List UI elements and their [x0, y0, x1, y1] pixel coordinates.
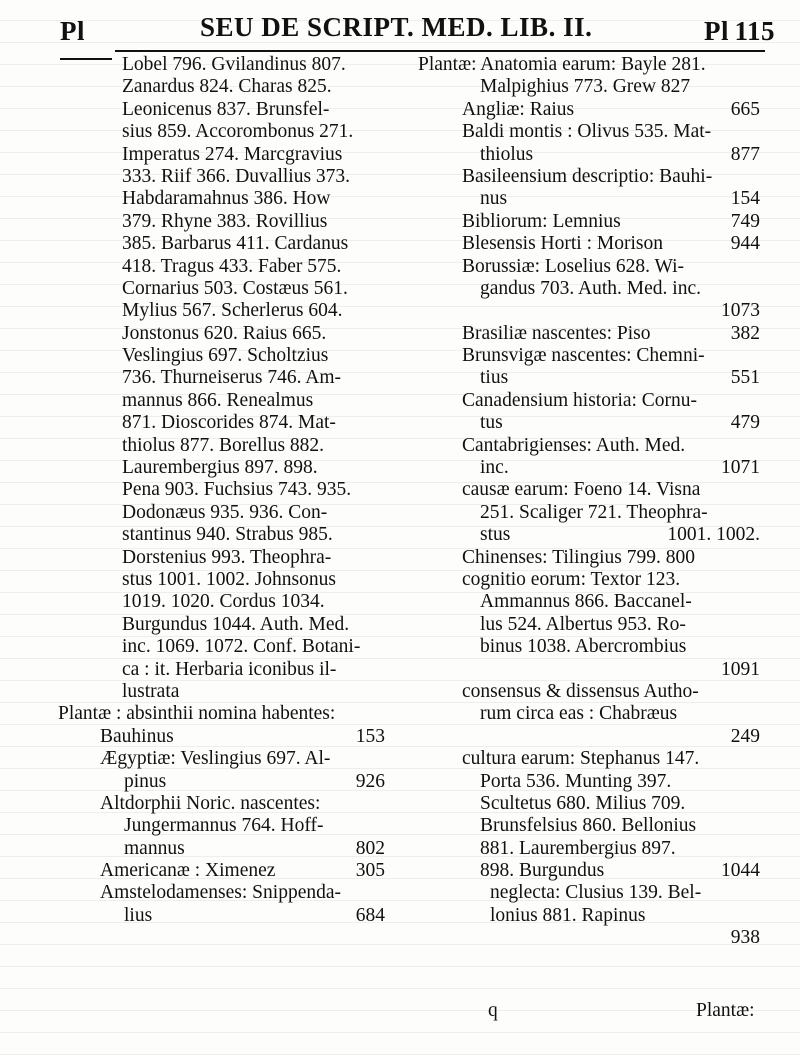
right-column-line-text: 881. Laurembergius 897.	[480, 837, 676, 859]
left-column-line-text: stus 1001. 1002. Johnsonus	[122, 568, 336, 590]
right-column-line-text: Plantæ: Anatomia earum: Bayle 281.	[418, 54, 706, 75]
right-column-line-text: Scultetus 680. Milius 709.	[480, 792, 686, 814]
right-column-line-text: tius	[480, 367, 509, 389]
right-column-line	[418, 390, 768, 412]
right-column-line-text: lus 524. Albertus 953. Ro-	[480, 613, 686, 635]
left-column-line-text: Dodonæus 935. 936. Con-	[122, 501, 328, 523]
right-column-line	[418, 457, 768, 479]
left-column-line-text: 379. Rhyne 383. Rovillius	[122, 210, 328, 232]
left-column-line-text: Jonstonus 620. Raius 665.	[122, 322, 327, 344]
left-column-line-text: 418. Tragus 433. Faber 575.	[122, 255, 342, 277]
left-column-line	[58, 323, 393, 345]
right-column-line-text: tus	[480, 412, 503, 434]
left-column-page-ref: 684	[355, 904, 385, 926]
right-column-line-text: rum circa eas : Chabræus	[480, 703, 678, 725]
left-column-line-text: 385. Barbarus 411. Cardanus	[122, 233, 349, 255]
right-column-line	[418, 144, 768, 166]
right-column-line	[418, 188, 768, 210]
right-column-page-ref: 382	[730, 322, 760, 344]
right-column-line-text: consensus & dissensus Autho-	[462, 680, 699, 702]
right-column-line	[418, 345, 768, 367]
left-column-line-text: stantinus 940. Strabus 985.	[122, 524, 333, 546]
left-column-line-text: Lobel 796. Gvilandinus 807.	[122, 54, 346, 75]
right-column	[418, 54, 768, 950]
left-column-line-text: Habdaramahnus 386. How	[122, 188, 331, 210]
right-column-line-text: Canadensium historia: Cornu-	[462, 389, 698, 411]
right-column-line-text: 898. Burgundus	[480, 860, 605, 882]
right-column-line-text: cultura earum: Stephanus 147.	[462, 748, 700, 770]
left-column-line	[58, 144, 393, 166]
left-column-line-text: Ægyptiæ: Veslingius 697. Al-	[100, 748, 331, 770]
right-column-line	[418, 860, 768, 882]
left-column-line-text: Dorstenius 993. Theophra-	[122, 546, 332, 568]
left-column-line-text: mannus 866. Renealmus	[122, 389, 314, 411]
left-column-page-ref: 153	[355, 725, 385, 747]
right-column-line	[418, 76, 768, 98]
right-column-line	[418, 905, 768, 927]
left-column-line-text: Altdorphii Noric. nascentes:	[100, 792, 321, 814]
right-column-line	[418, 278, 768, 300]
left-column-line	[58, 256, 393, 278]
left-column-line-text: Pena 903. Fuchsius 743. 935.	[122, 479, 352, 501]
left-column-line	[58, 659, 393, 681]
left-column-line	[58, 300, 393, 322]
right-column-line	[418, 591, 768, 613]
left-column-line-text: Zanardus 824. Charas 825.	[122, 76, 332, 98]
left-column-line-text: Americanæ : Ximenez	[100, 860, 276, 882]
right-column-page-ref: 1044	[721, 860, 760, 882]
left-column-line	[58, 591, 393, 613]
right-column-line	[418, 54, 768, 76]
left-column-line	[58, 457, 393, 479]
left-column-line	[58, 882, 393, 904]
header-title: SEU DE SCRIPT. MED. LIB. II.	[200, 12, 593, 42]
right-column-line-text: stus	[480, 524, 511, 546]
left-column-line-text: mannus	[124, 837, 185, 859]
left-column-line	[58, 614, 393, 636]
left-column-line	[58, 345, 393, 367]
right-column-line-text: Brasiliæ nascentes: Piso	[462, 322, 651, 344]
right-column-line	[418, 300, 768, 322]
left-column-line-text: Plantæ : absinthii nomina habentes:	[58, 703, 336, 725]
left-column-line	[58, 390, 393, 412]
right-column-line	[418, 659, 768, 681]
left-column-line	[58, 412, 393, 434]
left-column-page-ref: 926	[355, 770, 385, 792]
left-column-line	[58, 76, 393, 98]
right-column-line-text: Brunsfelsius 860. Bellonius	[480, 815, 697, 837]
right-column-line-text: lonius 881. Rapinus	[490, 904, 646, 926]
right-column-line	[418, 121, 768, 143]
left-column-line-text: 333. Riif 366. Duvallius 373.	[122, 165, 351, 187]
left-column-line	[58, 793, 393, 815]
right-column-line-text: binus 1038. Abercrombius	[480, 636, 687, 658]
right-column-line	[418, 726, 768, 748]
left-column-line	[58, 569, 393, 591]
right-column-page-ref: 479	[730, 412, 760, 434]
right-column-line	[418, 435, 768, 457]
left-column-line	[58, 547, 393, 569]
left-column	[58, 54, 393, 927]
right-column-page-ref: 938	[730, 927, 760, 949]
right-column-line	[418, 367, 768, 389]
left-column-line	[58, 121, 393, 143]
right-column-line-text: 251. Scaliger 721. Theophra-	[480, 501, 708, 523]
right-column-line	[418, 636, 768, 658]
left-column-line-text: Veslingius 697. Scholtzius	[122, 345, 329, 367]
right-column-line	[418, 771, 768, 793]
left-column-line-text: 871. Dioscorides 874. Mat-	[122, 412, 336, 434]
right-column-line-text: Ammannus 866. Baccanel-	[480, 591, 692, 613]
left-column-line	[58, 188, 393, 210]
header-rule	[115, 50, 765, 52]
right-column-line-text: Baldi montis : Olivus 535. Mat-	[462, 121, 712, 143]
right-column-line-text: Borussiæ: Loselius 628. Wi-	[462, 255, 685, 277]
right-column-line	[418, 681, 768, 703]
left-column-line-text: pinus	[124, 770, 167, 792]
right-column-line-text: causæ earum: Foeno 14. Visna	[462, 479, 701, 501]
right-column-line-text: Chinenses: Tilingius 799. 800	[462, 546, 695, 568]
left-column-line	[58, 748, 393, 770]
left-column-page-ref: 802	[355, 837, 385, 859]
right-column-page-ref: 1001. 1002.	[667, 524, 760, 546]
right-column-line	[418, 479, 768, 501]
left-column-line-text: Amstelodamenses: Snippenda-	[100, 882, 341, 904]
left-column-line	[58, 278, 393, 300]
right-column-line	[418, 748, 768, 770]
left-column-line-text: Bauhinus	[100, 725, 174, 747]
right-column-line	[418, 99, 768, 121]
right-column-line-text: Brunsvigæ nascentes: Chemni-	[462, 345, 705, 367]
left-column-line	[58, 99, 393, 121]
signature-mark: q	[488, 1000, 498, 1021]
left-column-line-text: inc. 1069. 1072. Conf. Botani-	[122, 636, 361, 658]
left-column-line-text: Burgundus 1044. Auth. Med.	[122, 613, 350, 635]
right-column-line	[418, 838, 768, 860]
right-column-line	[418, 793, 768, 815]
right-column-line	[418, 211, 768, 233]
left-column-line-text: lustrata	[122, 680, 180, 702]
right-column-line-text: Bibliorum: Lemnius	[462, 210, 621, 232]
right-column-line-text: Angliæ: Raius	[462, 98, 575, 120]
left-column-line-text: ca : it. Herbaria iconibus il-	[122, 658, 337, 680]
left-column-line-text: 1019. 1020. Cordus 1034.	[122, 591, 325, 613]
right-column-page-ref: 249	[730, 725, 760, 747]
right-column-line-text: Cantabrigienses: Auth. Med.	[462, 434, 686, 456]
right-column-line	[418, 569, 768, 591]
left-column-line-text: Imperatus 274. Marcgravius	[122, 143, 343, 165]
left-column-line	[58, 435, 393, 457]
right-column-page-ref: 154	[730, 188, 760, 210]
left-column-line	[58, 838, 393, 860]
running-header	[60, 12, 775, 46]
right-column-page-ref: 551	[730, 367, 760, 389]
right-column-line	[418, 233, 768, 255]
left-column-line-text: 736. Thurneiserus 746. Am-	[122, 367, 341, 389]
left-column-line-text: Leonicenus 837. Brunsfel-	[122, 98, 330, 120]
left-column-line	[58, 681, 393, 703]
left-column-line	[58, 726, 393, 748]
left-column-line	[58, 905, 393, 927]
right-column-page-ref: 1071	[721, 457, 760, 479]
left-column-line	[58, 211, 393, 233]
left-column-line-text: sius 859. Accorombonus 271.	[122, 121, 354, 143]
page-number: 115	[734, 16, 775, 46]
left-column-line	[58, 502, 393, 524]
catchword: Plantæ:	[696, 1000, 755, 1021]
right-column-line	[418, 547, 768, 569]
left-column-line	[58, 815, 393, 837]
right-column-page-ref: 665	[730, 98, 760, 120]
left-column-line	[58, 860, 393, 882]
left-column-line	[58, 166, 393, 188]
right-column-line-text: nus	[480, 188, 508, 210]
right-column-line-text: gandus 703. Auth. Med. inc.	[480, 277, 701, 299]
left-column-line	[58, 54, 393, 76]
left-column-page-ref: 305	[355, 860, 385, 882]
left-column-line	[58, 479, 393, 501]
right-column-line-text: thiolus	[480, 143, 534, 165]
right-column-line-text: inc.	[480, 457, 509, 479]
right-column-line	[418, 882, 768, 904]
right-column-page-ref: 1091	[721, 658, 760, 680]
right-column-page-ref: 944	[730, 233, 760, 255]
left-column-line	[58, 771, 393, 793]
right-column-line-text: Blesensis Horti : Morison	[462, 233, 663, 255]
left-column-line	[58, 524, 393, 546]
right-column-line	[418, 614, 768, 636]
left-column-line-text: lius	[124, 904, 153, 926]
right-column-line	[418, 412, 768, 434]
left-column-line	[58, 233, 393, 255]
left-column-line	[58, 703, 393, 725]
header-left-tag: Pl	[60, 16, 85, 46]
right-column-line	[418, 815, 768, 837]
left-column-line-text: Laurembergius 897. 898.	[122, 457, 318, 479]
right-column-line-text: Malpighius 773. Grew 827	[480, 76, 691, 98]
right-column-page-ref: 877	[730, 143, 760, 165]
left-column-line	[58, 367, 393, 389]
right-column-line	[418, 256, 768, 278]
right-column-line	[418, 524, 768, 546]
header-right-tag: Pl	[704, 16, 729, 46]
left-column-line-text: Mylius 567. Scherlerus 604.	[122, 300, 343, 322]
right-column-line-text: Porta 536. Munting 397.	[480, 770, 672, 792]
right-column-line	[418, 703, 768, 725]
right-column-page-ref: 749	[730, 210, 760, 232]
right-column-line-text: neglecta: Clusius 139. Bel-	[490, 882, 702, 904]
left-column-line-text: Jungermannus 764. Hoff-	[124, 815, 324, 837]
left-column-line	[58, 636, 393, 658]
right-column-line	[418, 927, 768, 949]
right-column-line-text: Basileensium descriptio: Bauhi-	[462, 165, 713, 187]
right-column-page-ref: 1073	[721, 300, 760, 322]
right-column-line-text: cognitio eorum: Textor 123.	[462, 568, 681, 590]
right-column-line	[418, 502, 768, 524]
left-column-line-text: Cornarius 503. Costæus 561.	[122, 277, 348, 299]
right-column-line	[418, 166, 768, 188]
left-column-line-text: thiolus 877. Borellus 882.	[122, 434, 325, 456]
right-column-line	[418, 323, 768, 345]
